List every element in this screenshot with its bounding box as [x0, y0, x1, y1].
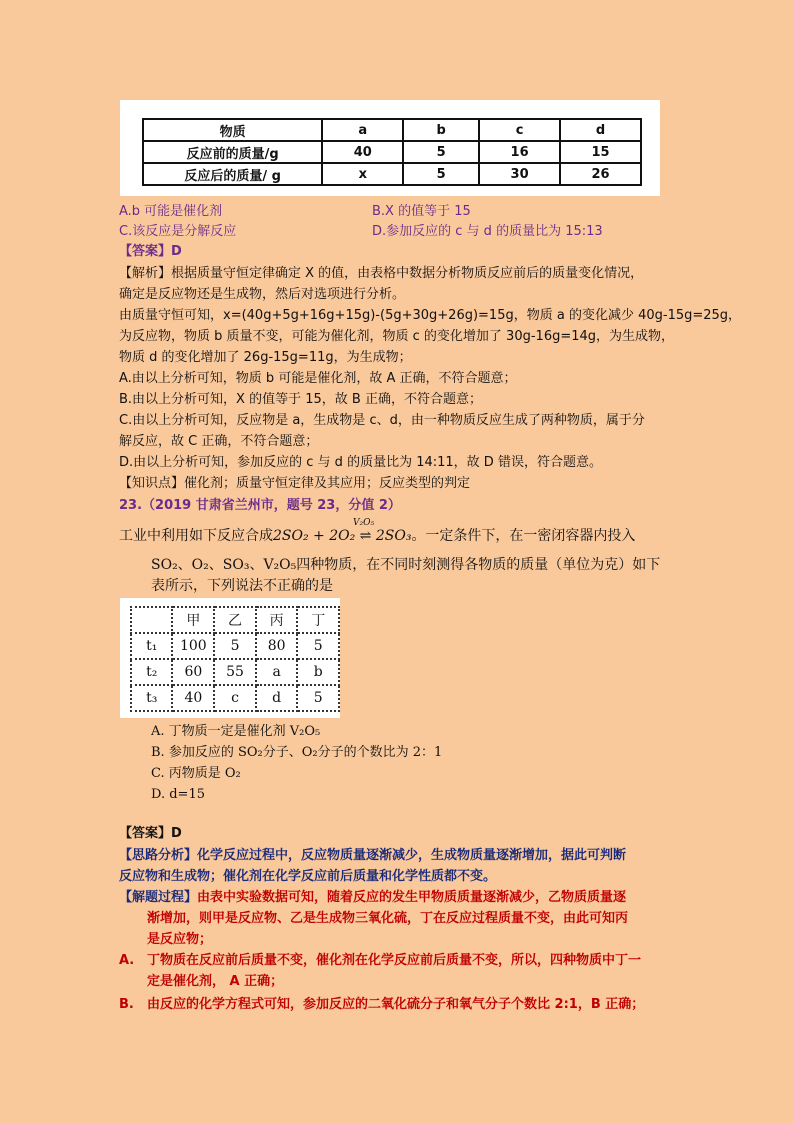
- table-cell: 40: [172, 685, 214, 711]
- table-cell: 15: [560, 141, 641, 163]
- q23-solution-a-line-1: 丁物质在反应前后质量不变，催化剂在化学反应前后质量不变，所以，四种物质中丁一: [147, 953, 642, 968]
- q22-analysis-line: 【解析】根据质量守恒定律确定 X 的值，由表格中数据分析物质反应前后的质量变化情况，: [119, 266, 644, 281]
- table-header-cell: 物质: [143, 119, 322, 141]
- q22-analysis-line: 解反应，故 C 正确，不符合题意；: [119, 434, 319, 449]
- q23-stem-line-2: SO₂、O₂、SO₃、V₂O₅四种物质，在不同时刻测得各物质的质量（单位为克）如下: [151, 557, 661, 573]
- table-cell: 80: [256, 633, 298, 659]
- mass-table-2: [130, 606, 340, 712]
- q23-option-d: D. d=15: [151, 787, 205, 802]
- table-cell: 26: [560, 163, 641, 185]
- table-cell: 30: [479, 163, 560, 185]
- q23-solution-a-line-2: 定是催化剂， A 正确；: [147, 974, 284, 989]
- q23-header: 23.（2019 甘肃省兰州市，题号 23，分值 2）: [119, 498, 401, 513]
- q23-thinking-text: 化学反应过程中，反应物质量逐渐减少，生成物质量逐渐增加，据此可判断: [197, 848, 627, 863]
- q23-process-text: 由表中实验数据可知，随着反应的发生甲物质质量逐渐减少，乙物质质量逐: [197, 890, 627, 905]
- q23-solution-b-label: B.: [119, 997, 134, 1012]
- table-header-cell: 丁: [297, 607, 339, 633]
- q23-answer: 【答案】D: [119, 826, 182, 841]
- q23-equation: [273, 518, 412, 546]
- q23-solution-a-label: A.: [119, 953, 135, 968]
- table-header-cell: d: [560, 119, 641, 141]
- table-cell: 55: [214, 659, 256, 685]
- q22-knowledge: 【知识点】催化剂；质量守恒定律及其应用；反应类型的判定: [119, 476, 471, 491]
- q23-option-a: A. 丁物质一定是催化剂 V₂O₅: [151, 724, 321, 739]
- table-cell: t₁: [131, 633, 172, 659]
- q23-stem-text: 工业中利用如下反应合成: [119, 528, 273, 544]
- q22-analysis-line: D.由以上分析可知，参加反应的 c 与 d 的质量比为 14:11，故 D 错误，符合题意。: [119, 455, 602, 470]
- table-header-cell: 丙: [256, 607, 298, 633]
- q23-thinking-label: 【思路分析】: [119, 848, 198, 863]
- q23-stem-line-3: 表所示，下列说法不正确的是: [151, 578, 333, 594]
- q23-process-line-1: [119, 888, 626, 908]
- q22-answer: 【答案】D: [119, 244, 182, 259]
- table-image-2: [120, 598, 340, 718]
- table-image-1: [120, 100, 660, 196]
- table-cell: 16: [479, 141, 560, 163]
- table-cell: 40: [322, 141, 403, 163]
- table-header-cell: c: [479, 119, 560, 141]
- table-header-cell: b: [403, 119, 479, 141]
- table-cell: 5: [214, 633, 256, 659]
- q22-option-a: A.b 可能是催化剂: [119, 204, 223, 219]
- q23-stem-text: 。一定条件下，在一密闭容器内投入: [411, 528, 636, 544]
- q22-option-b: B.X 的值等于 15: [372, 204, 471, 219]
- table-cell: 5: [403, 163, 479, 185]
- q23-catalyst: V₂O₅: [353, 518, 375, 528]
- table-cell: 反应前的质量/g: [143, 141, 322, 163]
- table-header-cell: [131, 607, 172, 633]
- q22-analysis-line: C.由以上分析可知，反应物是 a，生成物是 c、d，由一种物质反应生成了两种物质，属于分: [119, 413, 645, 428]
- table-cell: t₃: [131, 685, 172, 711]
- q23-process-line-2: 渐增加，则甲是反应物、乙是生成物三氧化硫，丁在反应过程质量不变，由此可知丙: [147, 911, 629, 926]
- q22-analysis-line: 物质 d 的变化增加了 26g-15g=11g，为生成物；: [119, 350, 412, 365]
- q23-process-line-3: 是反应物；: [147, 932, 213, 947]
- q23-option-b: B. 参加反应的 SO₂分子、O₂分子的个数比为 2：1: [151, 745, 443, 760]
- q23-equation-text: 2SO₂ + 2O₂ ⇌ 2SO₃: [273, 528, 412, 544]
- q23-thinking-line-1: [119, 846, 626, 866]
- table-cell: 5: [297, 633, 339, 659]
- q22-option-c: C.该反应是分解反应: [119, 224, 237, 239]
- q22-option-d: D.参加反应的 c 与 d 的质量比为 15:13: [372, 224, 603, 239]
- q22-analysis-line: A.由以上分析可知，物质 b 可能是催化剂，故 A 正确，不符合题意；: [119, 371, 517, 386]
- table-header-cell: 甲: [172, 607, 214, 633]
- table-header-cell: 乙: [214, 607, 256, 633]
- table-cell: 反应后的质量/ g: [143, 163, 322, 185]
- table-cell: 100: [172, 633, 214, 659]
- q23-stem-line-1: [119, 518, 636, 546]
- table-header-cell: a: [322, 119, 403, 141]
- q23-option-c: C. 丙物质是 O₂: [151, 766, 241, 781]
- table-cell: c: [214, 685, 256, 711]
- q23-process-label: 【解题过程】: [119, 890, 198, 905]
- table-cell: t₂: [131, 659, 172, 685]
- q22-analysis-line: 为反应物，物质 b 质量不变，可能为催化剂，物质 c 的变化增加了 30g-16g=14g，为生成物，: [119, 329, 675, 344]
- table-cell: d: [256, 685, 298, 711]
- table-cell: x: [322, 163, 403, 185]
- q22-analysis-line: 由质量守恒可知，x=(40g+5g+16g+15g)-(5g+30g+26g)=15g，物质 a 的变化减少 40g-15g=25g，: [119, 308, 742, 323]
- table-cell: 5: [297, 685, 339, 711]
- q23-thinking-line-2: 反应物和生成物；催化剂在化学反应前后质量和化学性质都不变。: [119, 869, 497, 884]
- table-cell: 60: [172, 659, 214, 685]
- q23-solution-b-line-1: 由反应的化学方程式可知，参加反应的二氧化硫分子和氧气分子个数比 2:1，B 正确；: [147, 997, 645, 1012]
- table-cell: b: [297, 659, 339, 685]
- mass-table-1: [142, 118, 642, 186]
- table-cell: 5: [403, 141, 479, 163]
- table-cell: a: [256, 659, 298, 685]
- q22-analysis-line: B.由以上分析可知，X 的值等于 15，故 B 正确，不符合题意；: [119, 392, 482, 407]
- q22-analysis-line: 确定是反应物还是生成物，然后对选项进行分析。: [119, 287, 406, 302]
